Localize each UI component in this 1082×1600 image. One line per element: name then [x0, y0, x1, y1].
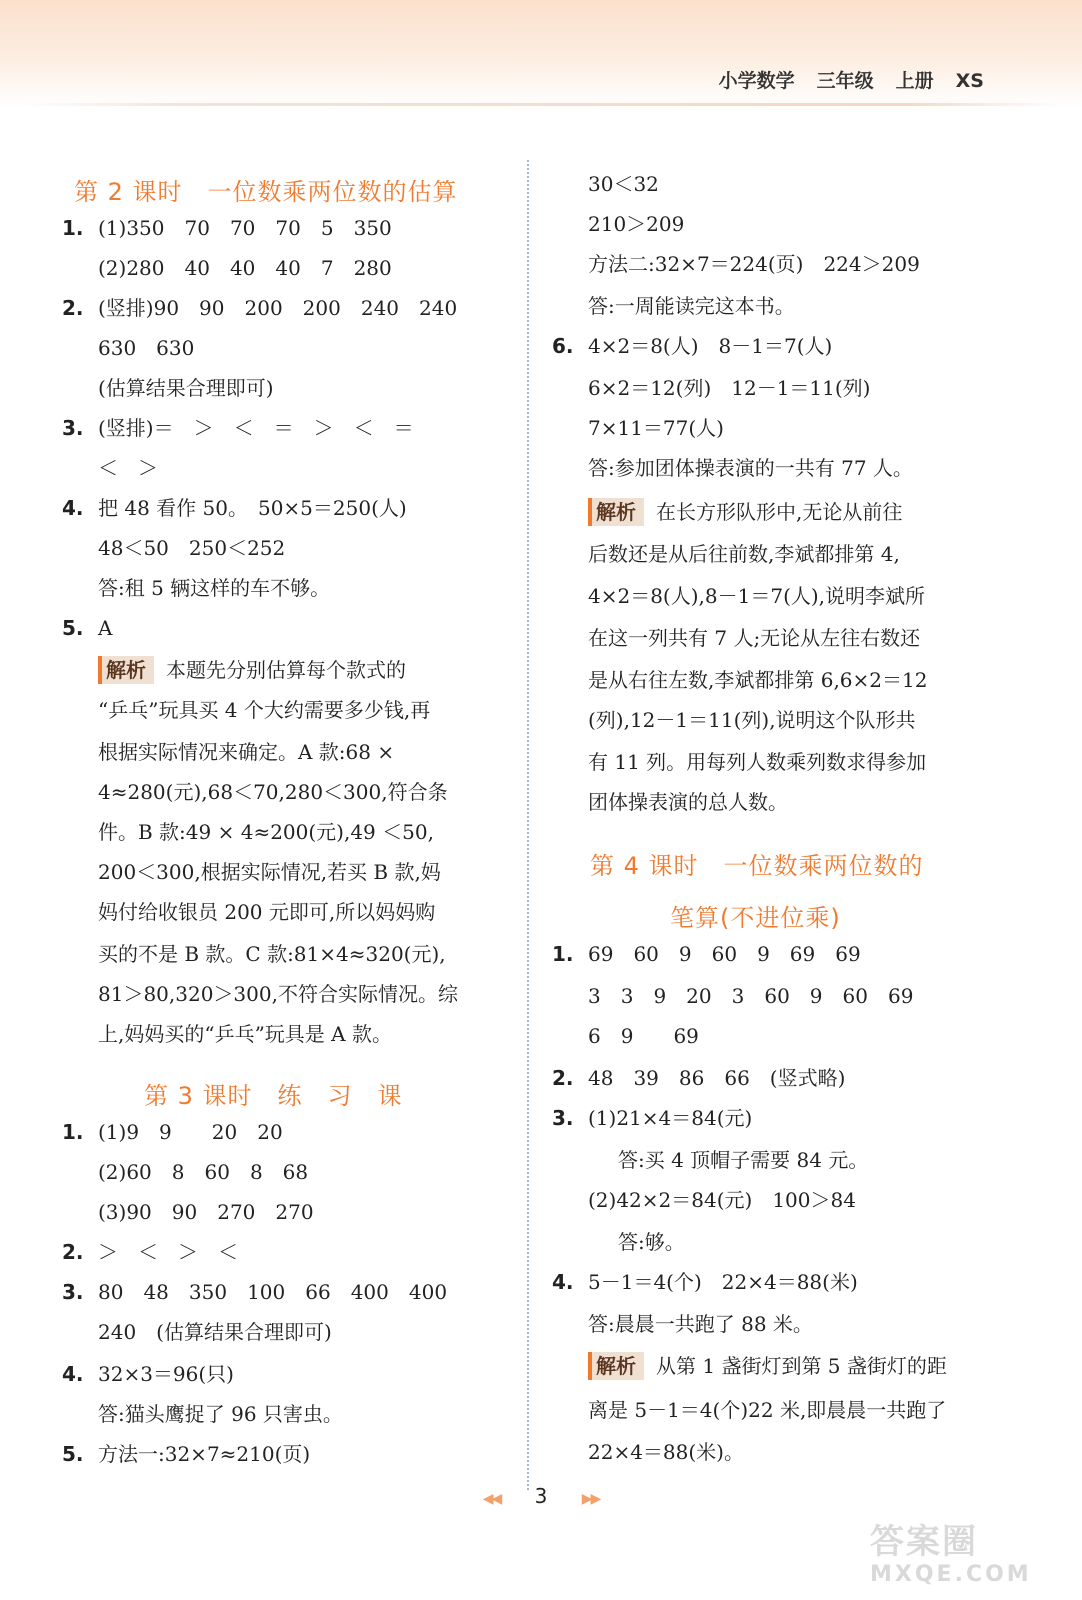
- answer-line: [552, 210, 684, 238]
- question-number: 1.: [62, 1120, 84, 1144]
- answer-line: [62, 334, 194, 362]
- answer-item: [552, 1064, 845, 1092]
- answer-text: 方法二:32×7＝224(页) 224＞209: [588, 252, 920, 276]
- header-divider: [22, 103, 1062, 106]
- answer-line: [552, 1310, 813, 1338]
- answer-line: [62, 574, 330, 602]
- answer-line: [62, 1158, 308, 1186]
- answer-item: [62, 494, 407, 522]
- question-number: 2.: [552, 1066, 574, 1090]
- analysis-paragraph: [552, 498, 902, 526]
- answer-text: 根据实际情况来确定。A 款:68 ×: [98, 740, 395, 764]
- answer-text: 240 (估算结果合理即可): [98, 1320, 332, 1344]
- answer-line: [62, 254, 392, 282]
- analysis-tag: 解析: [98, 656, 154, 684]
- answer-text: 200＜300,根据实际情况,若买 B 款,妈: [98, 860, 441, 884]
- answer-text: (1)350 70 70 70 5 350: [98, 216, 392, 240]
- analysis-paragraph: [62, 656, 406, 684]
- answer-line: [62, 738, 394, 766]
- answer-line: [552, 788, 788, 816]
- answer-line: [552, 1186, 856, 1214]
- answer-text: 4≈280(元),68＜70,280＜300,符合条: [98, 780, 448, 804]
- answer-text: “乒乓”玩具买 4 个大约需要多少钱,再: [98, 698, 431, 722]
- answer-text: 6 9 69: [588, 1024, 699, 1048]
- answer-text: 本题先分别估算每个款式的: [166, 658, 406, 682]
- answer-text: 有 11 列。用每列人数乘列数求得参加: [588, 750, 927, 774]
- answer-text: 答:猫头鹰捉了 96 只害虫。: [98, 1402, 343, 1426]
- answer-line: [62, 1020, 392, 1048]
- answer-line: [552, 1228, 685, 1256]
- answer-line: [62, 696, 430, 724]
- answer-line: [552, 666, 927, 694]
- answer-text: 上,妈妈买的“乒乓”玩具是 A 款。: [98, 1022, 392, 1046]
- answer-line: [552, 1396, 946, 1424]
- question-number: 4.: [552, 1270, 574, 1294]
- page-number: 3: [534, 1484, 548, 1508]
- answer-line: [62, 1400, 343, 1428]
- answer-item: [62, 614, 112, 642]
- answer-line: [552, 624, 920, 652]
- answer-item: [62, 294, 457, 322]
- lesson-heading: 第 4 课时 一位数乘两位数的: [590, 852, 924, 880]
- answer-line: [62, 980, 458, 1008]
- answer-text: 81＞80,320＞300,不符合实际情况。综: [98, 982, 458, 1006]
- answer-text: 4×2＝8(人) 8－1＝7(人): [588, 334, 833, 358]
- answer-line: [552, 292, 795, 320]
- answer-text: 210＞209: [588, 212, 685, 236]
- answer-text: (竖排)90 90 200 200 240 240: [98, 296, 458, 320]
- answer-line: [62, 534, 285, 562]
- answer-text: 答:一周能读完这本书。: [588, 294, 795, 318]
- answer-line: [552, 1146, 868, 1174]
- question-number: 6.: [552, 334, 574, 358]
- question-number: 4.: [62, 1362, 84, 1386]
- question-number: 1.: [62, 216, 84, 240]
- answer-text: 答:租 5 辆这样的车不够。: [98, 576, 331, 600]
- answer-text: (估算结果合理即可): [98, 376, 274, 400]
- analysis-paragraph: [552, 1352, 947, 1380]
- answer-text: 答:参加团体操表演的一共有 77 人。: [588, 456, 913, 480]
- answer-line: [62, 898, 435, 926]
- answer-line: [552, 250, 920, 278]
- answer-item: [62, 214, 392, 242]
- book-header: [719, 66, 984, 93]
- answer-line: [62, 454, 158, 482]
- question-number: 2.: [62, 296, 84, 320]
- answer-text: ＞ ＜ ＞ ＜: [98, 1240, 238, 1264]
- answer-text: 方法一:32×7≈210(页): [98, 1442, 311, 1466]
- answer-line: [62, 374, 274, 402]
- answer-item: [552, 1104, 752, 1132]
- question-number: 4.: [62, 496, 84, 520]
- answer-text: 件。B 款:49 × 4≈200(元),49 ＜50,: [98, 820, 434, 844]
- answer-text: 48＜50 250＜252: [98, 536, 286, 560]
- answer-line: [552, 1438, 744, 1466]
- answer-text: 48 39 86 66 (竖式略): [588, 1066, 846, 1090]
- answer-line: [62, 1318, 332, 1346]
- subject-label: 小学数学: [718, 70, 795, 92]
- answer-line: [552, 582, 925, 610]
- watermark-url: MXQE.COM: [870, 1562, 1032, 1587]
- answer-text: 团体操表演的总人数。: [588, 790, 788, 814]
- question-number: 5.: [62, 616, 84, 640]
- answer-text: (1)21×4＝84(元): [588, 1106, 753, 1130]
- answer-text: (2)60 8 60 8 68: [98, 1160, 309, 1184]
- answer-line: [62, 818, 434, 846]
- question-number: 5.: [62, 1442, 84, 1466]
- answer-text: 3 3 9 20 3 60 9 60 69: [588, 984, 914, 1008]
- answer-line: [62, 1198, 314, 1226]
- answer-line: [62, 858, 441, 886]
- answer-item: [552, 1268, 858, 1296]
- answer-item: [552, 940, 861, 968]
- question-number: 1.: [552, 942, 574, 966]
- answer-text: ＜ ＞: [98, 456, 158, 480]
- answer-line: [552, 982, 913, 1010]
- answer-text: 7×11＝77(人): [588, 416, 724, 440]
- answer-text: 5－1＝4(个) 22×4＝88(米): [588, 1270, 858, 1294]
- answer-line: [552, 454, 913, 482]
- lesson-heading: 笔算(不进位乘): [670, 904, 841, 932]
- lesson-heading: 第 3 课时 练 习 课: [144, 1082, 403, 1110]
- answer-text: 后数还是从后往前数,李斌都排第 4,: [588, 542, 900, 566]
- column-divider: [527, 160, 529, 1490]
- answer-line: [62, 940, 446, 968]
- answer-item: [62, 1118, 283, 1146]
- answer-item: [62, 414, 414, 442]
- answer-item: [62, 1440, 310, 1468]
- answer-line: [552, 170, 659, 198]
- answer-text: 从第 1 盏街灯到第 5 盏街灯的距: [656, 1354, 947, 1378]
- answer-line: [552, 414, 724, 442]
- answer-text: 69 60 9 60 9 69 69: [588, 942, 861, 966]
- prev-page-arrows[interactable]: ◀◀: [482, 1491, 501, 1507]
- question-number: 3.: [552, 1106, 574, 1130]
- answer-text: 30＜32: [588, 172, 659, 196]
- analysis-tag: 解析: [588, 498, 644, 526]
- answer-text: 22×4＝88(米)。: [588, 1440, 744, 1464]
- answer-text: 4×2＝8(人),8－1＝7(人),说明李斌所: [588, 584, 926, 608]
- answer-line: [552, 748, 926, 776]
- answer-line: [552, 540, 900, 568]
- answer-text: 是从右往左数,李斌都排第 6,6×2＝12: [588, 668, 928, 692]
- answer-text: 离是 5－1＝4(个)22 米,即晨晨一共跑了: [588, 1398, 947, 1422]
- answer-text: 6×2＝12(列) 12－1＝11(列): [588, 376, 871, 400]
- site-watermark: [870, 1522, 1060, 1592]
- answer-line: [552, 1022, 699, 1050]
- answer-text: 80 48 350 100 66 400 400: [98, 1280, 448, 1304]
- question-number: 3.: [62, 1280, 84, 1304]
- answer-item: [552, 332, 832, 360]
- answer-line: [552, 374, 871, 402]
- answer-item: [62, 1238, 238, 1266]
- answer-text: (3)90 90 270 270: [98, 1200, 314, 1224]
- answer-text: 答:够。: [618, 1230, 685, 1254]
- answer-text: 答:买 4 顶帽子需要 84 元。: [618, 1148, 869, 1172]
- grade-label: 三年级: [816, 70, 874, 92]
- answer-text: 630 630: [98, 336, 195, 360]
- answer-text: 答:晨晨一共跑了 88 米。: [588, 1312, 813, 1336]
- answer-text: 妈付给收银员 200 元即可,所以妈妈购: [98, 900, 436, 924]
- answer-item: [62, 1360, 234, 1388]
- question-number: 3.: [62, 416, 84, 440]
- question-number: 2.: [62, 1240, 84, 1264]
- answer-text: 在这一列共有 7 人;无论从左往右数还: [588, 626, 921, 650]
- answer-text: (1)9 9 20 20: [98, 1120, 283, 1144]
- answer-text: 在长方形队形中,无论从前往: [656, 500, 903, 524]
- answer-text: (列),12－1＝11(列),说明这个队形共: [588, 708, 916, 732]
- next-page-arrows[interactable]: ▶▶: [581, 1491, 600, 1507]
- answer-text: (2)42×2＝84(元) 100＞84: [588, 1188, 856, 1212]
- lesson-heading: 第 2 课时 一位数乘两位数的估算: [74, 178, 458, 206]
- answer-text: (2)280 40 40 40 7 280: [98, 256, 392, 280]
- watermark-logo-text: 答案圈: [870, 1522, 978, 1562]
- answer-text: A: [98, 616, 113, 640]
- page-footer: [0, 1484, 1082, 1508]
- edition-label: XS: [955, 70, 984, 92]
- answer-line: [552, 706, 916, 734]
- answer-text: 32×3＝96(只): [98, 1362, 234, 1386]
- answer-item: [62, 1278, 447, 1306]
- volume-label: 上册: [895, 70, 934, 92]
- answer-text: 把 48 看作 50。 50×5＝250(人): [98, 496, 407, 520]
- answer-line: [62, 778, 448, 806]
- answer-text: 买的不是 B 款。C 款:81×4≈320(元),: [98, 942, 446, 966]
- answer-text: (竖排)＝ ＞ ＜ ＝ ＞ ＜ ＝: [98, 416, 414, 440]
- analysis-tag: 解析: [588, 1352, 644, 1380]
